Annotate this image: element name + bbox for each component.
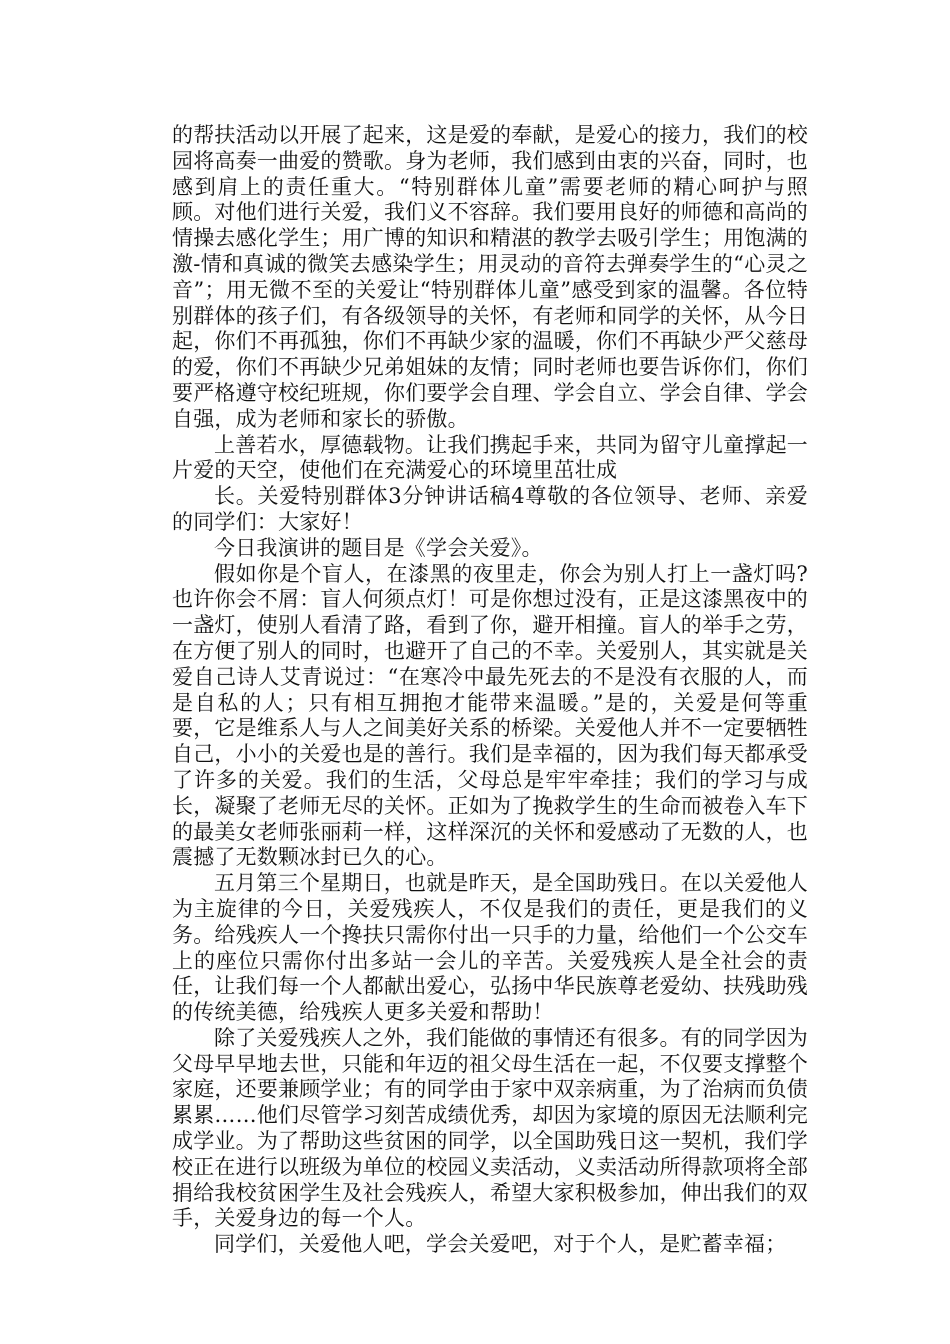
paragraph-3: 长。关爱特别群体3分钟讲话稿4尊敬的各位领导、老师、亲爱的同学们：大家好！ [172, 484, 808, 534]
paragraph-6: 五月第三个星期日，也就是昨天，是全国助残日。在以关爱他人为主旋律的今日，关爱残疾人，不仅是我们的责任，更是我们的义务。给残疾人一个搀扶只需你付出一只手的力量，给他们一个公交车上的座位只需你付出多站一会儿的辛苦。关爱残疾人是全社会的责任，让我们每一个人都献出爱心，弘扬中华民族尊老爱幼、扶残助残的传统美德，给残疾人更多关爱和帮助！ [172, 871, 808, 1025]
document-body [172, 123, 808, 1258]
paragraph-7: 除了关爱残疾人之外，我们能做的事情还有很多。有的同学因为父母早早地去世，只能和年迈的祖父母生活在一起，不仅要支撑整个家庭，还要兼顾学业；有的同学由于家中双亲病重，为了治病而负债累累……他们尽管学习刻苦成绩优秀，却因为家境的原因无法顺利完成学业。为了帮助这些贫困的同学，以全国助残日这一契机，我们学校正在进行以班级为单位的校园义卖活动，义卖活动所得款项将全部捐给我校贫困学生及社会残疾人，希望大家积极参加，伸出我们的双手，关爱身边的每一个人。 [172, 1025, 808, 1231]
paragraph-1: 的帮扶活动以开展了起来，这是爱的奉献，是爱心的接力，我们的校园将高奏一曲爱的赞歌。身为老师，我们感到由衷的兴奋，同时，也感到肩上的责任重大。“特别群体儿童”需要老师的精心呵护与照顾。对他们进行关爱，我们义不容辞。我们要用良好的师德和高尚的情操去感化学生；用广博的知识和精湛的教学去吸引学生；用饱满的激-情和真诚的微笑去感染学生；用灵动的音符去弹奏学生的“心灵之音”；用无微不至的关爱让“特别群体儿童”感受到家的温馨。各位特别群体的孩子们，有各级领导的关怀，有老师和同学的关怀，从今日起，你们不再孤独，你们不再缺少家的温暖，你们不再缺少严父慈母的爱，你们不再缺少兄弟姐妹的友情；同时老师也要告诉你们，你们要严格遵守校纪班规，你们要学会自理、学会自立、学会自律、学会自强，成为老师和家长的骄傲。 [172, 123, 808, 431]
paragraph-5: 假如你是个盲人，在漆黑的夜里走，你会为别人打上一盏灯吗?也许你会不屑：盲人何须点灯！可是你想过没有，正是这漆黑夜中的一盏灯，使别人看清了路，看到了你，避开相撞。盲人的举手之劳，在方便了别人的同时，也避开了自己的不幸。关爱别人，其实就是关爱自己诗人艾青说过：“在寒冷中最先死去的不是没有衣服的人，而是自私的人；只有相互拥抱才能带来温暖。”是的，关爱是何等重要，它是维系人与人之间美好关系的桥梁。关爱他人并不一定要牺牲自己，小小的关爱也是的善行。我们是幸福的，因为我们每天都承受了许多的关爱。我们的生活，父母总是牢牢牵挂；我们的学习与成长，凝聚了老师无尽的关怀。正如为了挽救学生的生命而被卷入车下的最美女老师张丽莉一样，这样深沉的关怀和爱感动了无数的人，也震撼了无数颗冰封已久的心。 [172, 561, 808, 870]
paragraph-8: 同学们，关爱他人吧，学会关爱吧，对于个人，是贮蓄幸福； [214, 1232, 787, 1257]
paragraph-4: 今日我演讲的题目是《学会关爱》。 [214, 535, 543, 560]
paragraph-2: 上善若水，厚德载物。让我们携起手来，共同为留守儿童撑起一片爱的天空，使他们在充满爱心的环境里茁壮成 [172, 432, 808, 483]
